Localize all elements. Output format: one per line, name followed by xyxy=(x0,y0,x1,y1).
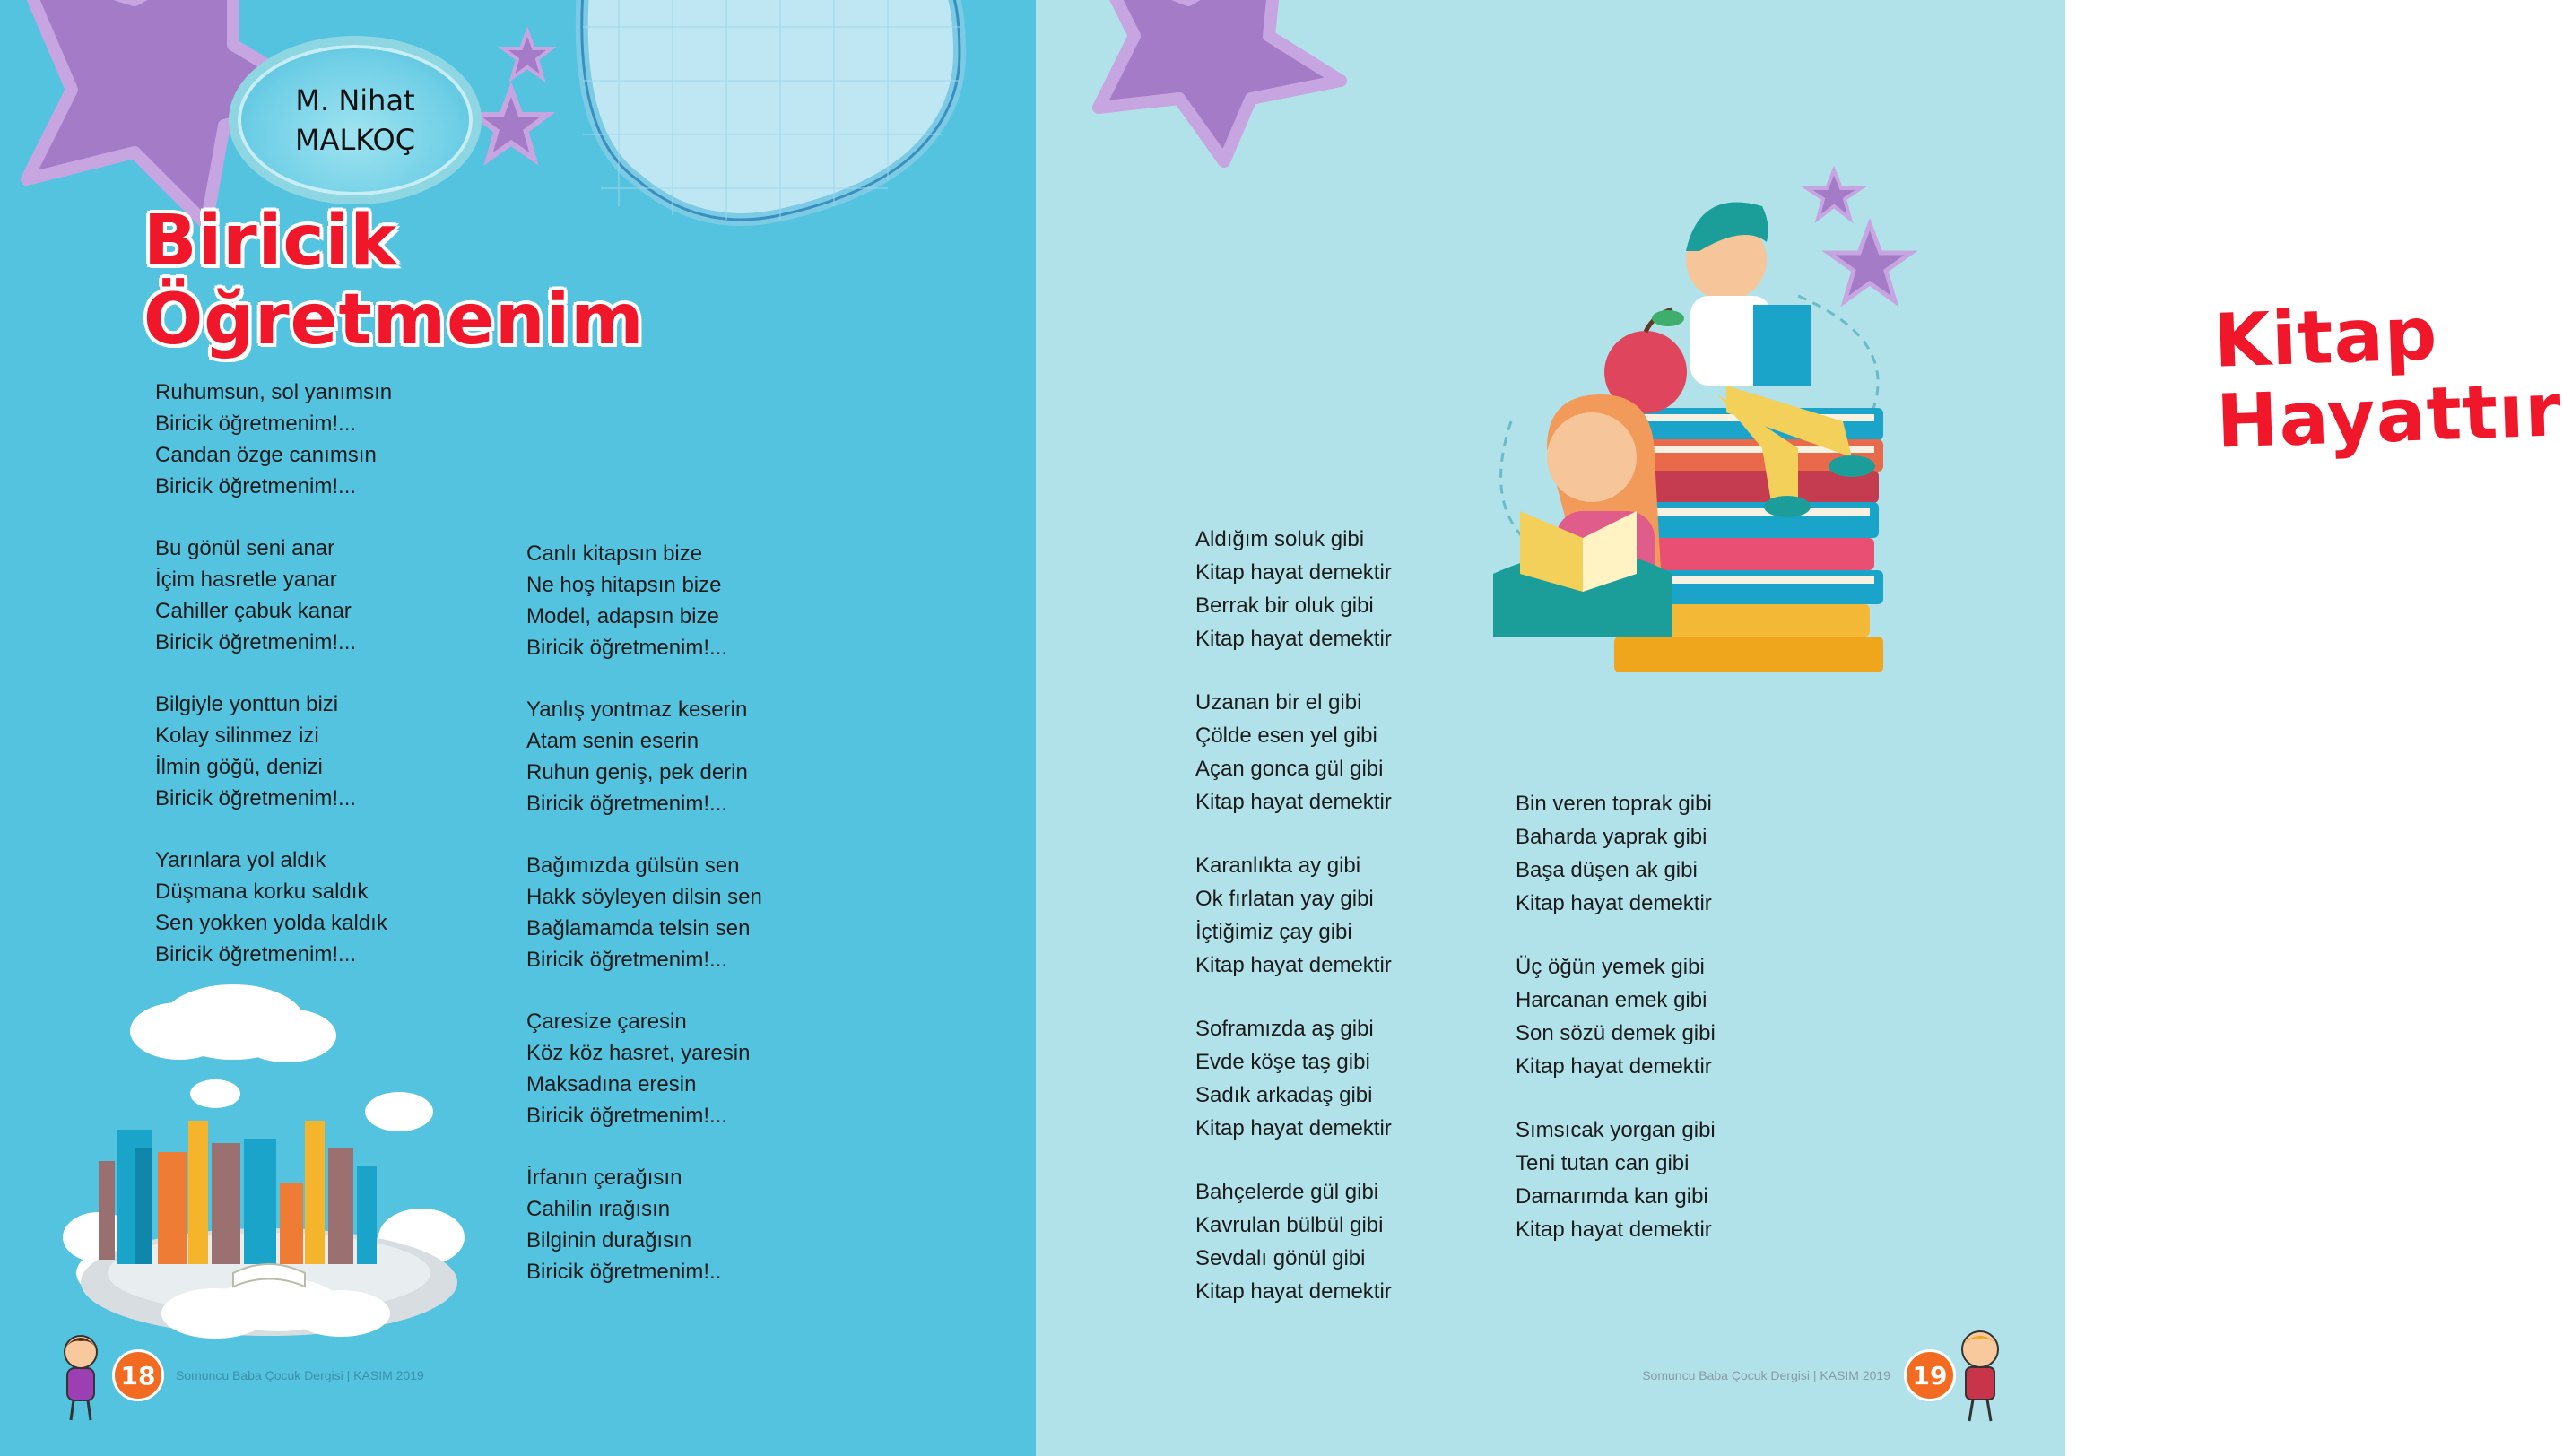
children-reading-illustration xyxy=(1457,152,1959,735)
poem-line: Bu gönül seni anar xyxy=(155,536,335,560)
title-line: Kitap xyxy=(2211,291,2439,385)
poem-line: Biricik öğretmenim!.. xyxy=(526,1260,722,1284)
poem-title-biricik xyxy=(143,202,645,360)
poem-line: Yarınlara yol aldık xyxy=(155,848,326,872)
poem-stanza xyxy=(1195,1175,1392,1308)
poem-line: Açan gonca gül gibi xyxy=(1195,757,1384,781)
poem-line: Ruhumsun, sol yanımsın xyxy=(155,380,393,404)
poem-line: Düşmana korku saldık xyxy=(155,880,369,904)
poem-stanza xyxy=(1516,787,1716,920)
poem-line: Hakk söyleyen dilsin sen xyxy=(526,885,762,909)
title-line: Biricik xyxy=(143,201,398,282)
poem-line: Kitap hayat demektir xyxy=(1195,627,1392,651)
poem-line: Üç öğün yemek gibi xyxy=(1516,955,1705,979)
poem-line: Son sözü demek gibi xyxy=(1516,1021,1716,1045)
poem-stanza xyxy=(155,689,392,814)
poem-line: Maksadına eresin xyxy=(526,1072,697,1096)
poem-line: Biricik öğretmenim!... xyxy=(526,948,728,972)
poem-line: Başa düşen ak gibi xyxy=(1516,858,1698,882)
star-decoration xyxy=(1072,0,1359,179)
poem-line: İrfanın çerağısın xyxy=(526,1166,682,1190)
poem-line: Kitap hayat demektir xyxy=(1195,953,1392,977)
poem-line: Çölde esen yel gibi xyxy=(1195,724,1377,748)
poem-line: Uzanan bir el gibi xyxy=(1195,690,1362,715)
poem-line: Bilgiyle yonttun bizi xyxy=(155,692,339,716)
poem-stanza xyxy=(1195,686,1392,819)
poem-line: Teni tutan can gibi xyxy=(1516,1151,1690,1175)
poem-line: Evde köşe taş gibi xyxy=(1195,1050,1370,1074)
poem-stanza xyxy=(526,538,762,663)
poem-line: Kitap hayat demektir xyxy=(1516,891,1712,915)
poem-line: Yanlış yontmaz keserin xyxy=(526,698,748,722)
poem-line: Kitap hayat demektir xyxy=(1195,1116,1392,1140)
poem-line: İlmin göğü, denizi xyxy=(155,755,323,779)
poem-stanza xyxy=(155,533,392,658)
poem-stanza xyxy=(1516,1114,1716,1246)
title-line: Öğretmenim xyxy=(143,280,645,360)
poem-stanza xyxy=(526,1162,762,1287)
poem-line: Biricik öğretmenim!... xyxy=(155,942,357,966)
poem-line: Soframızda aş gibi xyxy=(1195,1017,1374,1041)
author-first-name: M. Nihat xyxy=(295,83,415,117)
poem-stanza xyxy=(155,845,392,970)
poem-stanza xyxy=(1195,849,1392,982)
poem-line: Bahçelerde gül gibi xyxy=(1195,1180,1379,1204)
poem-stanza xyxy=(155,377,392,502)
page-number: 19 xyxy=(1904,1349,1956,1401)
poem-column xyxy=(1195,523,1392,1339)
poem-line: Sadık arkadaş gibi xyxy=(1195,1083,1373,1107)
small-star-decoration xyxy=(500,29,554,82)
poem-stanza xyxy=(526,850,762,975)
author-badge xyxy=(229,36,482,204)
poem-column xyxy=(526,538,762,1318)
books-on-cloud-illustration xyxy=(45,968,493,1354)
poem-line: Harcanan emek gibi xyxy=(1516,988,1707,1012)
poem-line: Cahiller çabuk kanar xyxy=(155,599,352,623)
poem-line: Ok fırlatan yay gibi xyxy=(1195,887,1374,911)
poem-line: İçim hasretle yanar xyxy=(155,568,337,592)
girl-character-icon xyxy=(49,1327,112,1426)
poem-line: Kavrulan bülbül gibi xyxy=(1195,1213,1384,1237)
poem-line: Atam senin eserin xyxy=(526,729,699,753)
boy-character-icon xyxy=(1946,1322,2013,1426)
poem-line: Ruhun geniş, pek derin xyxy=(526,760,748,784)
poem-line: Bağımızda gülsün sen xyxy=(526,854,740,878)
poem-line: Biricik öğretmenim!... xyxy=(526,792,728,816)
poem-line: Karanlıkta ay gibi xyxy=(1195,854,1361,878)
poem-line: Bin veren toprak gibi xyxy=(1516,792,1712,816)
poem-line: Damarımda kan gibi xyxy=(1516,1184,1708,1209)
title-line: Hayattır xyxy=(2215,368,2563,465)
poem-line: Sen yokken yolda kaldık xyxy=(155,911,387,935)
poem-line: Biricik öğretmenim!... xyxy=(155,474,357,498)
poem-stanza xyxy=(526,694,762,819)
poem-line: Biricik öğretmenim!... xyxy=(526,636,728,660)
poem-line: Model, adapsın bize xyxy=(526,604,719,628)
small-star-decoration xyxy=(471,85,552,166)
poem-stanza xyxy=(1516,950,1716,1083)
poem-line: Bağlamamda telsin sen xyxy=(526,916,751,940)
poem-line: Biricik öğretmenim!... xyxy=(155,412,357,436)
poem-line: Biricik öğretmenim!... xyxy=(526,1104,728,1128)
magazine-footer: Somuncu Baba Çocuk Dergisi | KASIM 2019 xyxy=(176,1368,424,1382)
poem-line: Bilginin durağısın xyxy=(526,1228,692,1252)
poem-line: Cahilin ırağısın xyxy=(526,1197,671,1221)
poem-line: Sevdalı gönül gibi xyxy=(1195,1246,1366,1270)
left-page xyxy=(0,0,1036,1456)
poem-line: Kitap hayat demektir xyxy=(1195,790,1392,814)
poem-line: Köz köz hasret, yaresin xyxy=(526,1041,751,1065)
right-page xyxy=(1036,0,2563,1456)
poem-column xyxy=(1516,787,1716,1277)
poem-line: Ne hoş hitapsın bize xyxy=(526,573,722,597)
poem-line: Biricik öğretmenim!... xyxy=(155,630,357,654)
poem-line: Baharda yaprak gibi xyxy=(1516,825,1707,849)
poem-line: Kitap hayat demektir xyxy=(1516,1218,1712,1242)
poem-line: Çaresize çaresin xyxy=(526,1010,687,1034)
page-number: 18 xyxy=(112,1349,164,1401)
poem-line: Sımsıcak yorgan gibi xyxy=(1516,1118,1716,1142)
author-last-name: MALKOÇ xyxy=(294,123,416,157)
poem-line: Biricik öğretmenim!... xyxy=(155,786,357,810)
poem-line: Berrak bir oluk gibi xyxy=(1195,594,1374,618)
poem-stanza xyxy=(526,1006,762,1131)
poem-stanza xyxy=(1195,1012,1392,1145)
poem-line: İçtiğimiz çay gibi xyxy=(1195,920,1352,944)
poem-line: Kitap hayat demektir xyxy=(1516,1054,1712,1079)
poem-title-kitap xyxy=(2212,290,2563,463)
magazine-footer: Somuncu Baba Çocuk Dergisi | KASIM 2019 xyxy=(1642,1368,1890,1382)
poem-line: Kolay silinmez izi xyxy=(155,724,319,748)
poem-line: Canlı kitapsın bize xyxy=(526,542,703,566)
poem-line: Kitap hayat demektir xyxy=(1195,1279,1392,1304)
poem-stanza xyxy=(1195,523,1392,655)
poem-line: Kitap hayat demektir xyxy=(1195,560,1392,585)
poem-line: Candan özge canımsın xyxy=(155,443,377,467)
poem-column xyxy=(155,377,392,1001)
poem-line: Aldığım soluk gibi xyxy=(1195,527,1365,551)
